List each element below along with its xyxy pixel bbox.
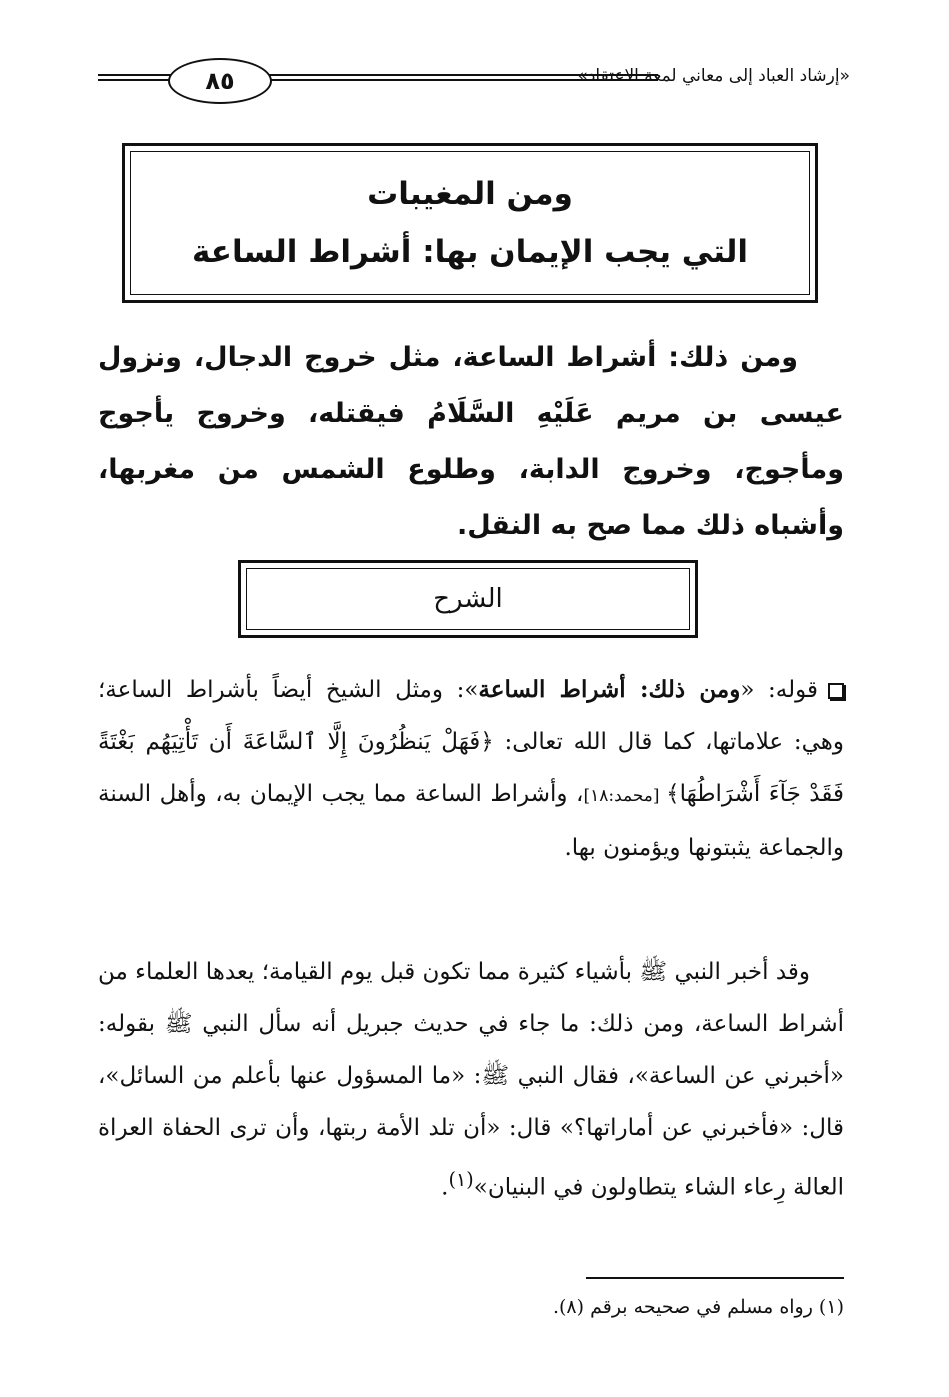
section-label: الشرح	[246, 568, 690, 630]
commentary-paragraph-1: قوله: «ومن ذلك: أشراط الساعة»: ومثل الشيخ أيضاً بأشراط الساعة؛ وهي: علاماتها، كما قال الله تعالى: ﴿فَهَلْ يَنظُرُونَ إِلَّا ٱلسَّاعَةَ أَن تَأْتِيَهُم بَغْتَةً فَقَدْ جَآءَ أَشْرَاطُهَا﴾ [محمد:١٨]، وأشراط الساعة مما يجب الإيمان به، وأهل السنة والجماعة يثبتونها ويؤمنون بها.	[98, 676, 844, 861]
chapter-title-line-2: التي يجب الإيمان بها: أشراط الساعة	[191, 234, 749, 270]
verse-reference: [محمد:١٨]	[583, 786, 667, 806]
commentary-paragraph-2: وقد أخبر النبي ﷺ بأشياء كثيرة مما تكون قبل يوم القيامة؛ يعدها العلماء من أشراط الساعة، ومن ذلك: ما جاء في حديث جبريل أنه سأل النبي ﷺ بقوله: «أخبرني عن الساعة»، فقال النبي ﷺ: «ما المسؤول عنها بأعلم من السائل»، قال: «فأخبرني عن أماراتها؟» قال: «أن تلد الأمة ربتها، وأن ترى الحفاة العراة العالة رِعاء الشاء يتطاولون في البنيان»$^{(١)}$.	[98, 959, 844, 1201]
running-title: «إرشاد العباد إلى معاني لمعة الاعتقاد»	[577, 66, 850, 86]
footnote-marker: (١)	[448, 1168, 474, 1191]
matn-paragraph: ومن ذلك: أشراط الساعة، مثل خروج الدجال، ونزول عيسى بن مريم عَلَيْهِ السَّلَامُ فيقتله، وخروج يأجوج ومأجوج، وخروج الدابة، وطلوع الشمس من مغربها، وأشباه ذلك مما صح به النقل.	[98, 342, 844, 541]
footnote: (١) رواه مسلم في صحيحه برقم (٨).	[552, 1296, 844, 1318]
square-bullet-icon	[828, 683, 844, 699]
chapter-title-box	[122, 143, 818, 303]
quoted-phrase: ومن ذلك: أشراط الساعة	[478, 676, 741, 703]
quran-verse: ﴿فَهَلْ يَنظُرُونَ إِلَّا ٱلسَّاعَةَ أَن تَأْتِيَهُم بَغْتَةً فَقَدْ جَآءَ أَشْرَاطُهَا﴾	[98, 729, 844, 807]
footnote-rule	[586, 1277, 844, 1279]
running-header	[98, 52, 850, 108]
section-label-box	[238, 560, 698, 638]
chapter-title-line-1: ومن المغيبات	[367, 176, 573, 212]
page-number: ٨٥	[168, 58, 272, 104]
